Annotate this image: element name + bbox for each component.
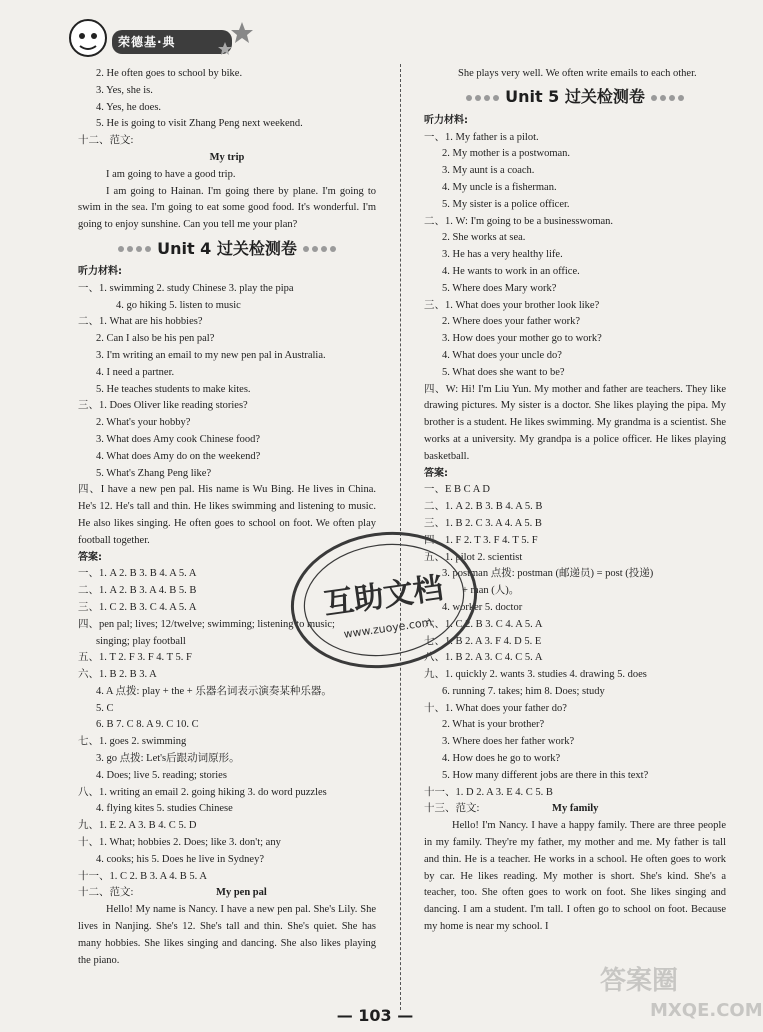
unit5-listening-label: 听力材料: <box>424 114 468 126</box>
listening-line: 4. go hiking 5. listen to music <box>116 299 241 311</box>
unit4-answers-label: 答案: <box>78 551 102 563</box>
essay3-text: Hello! I'm Nancy. I have a happy family. There are three people in my family. They're my father, my mother and me. My father is tall and thin. He is a teacher. He works in a school. He often goes to work by car. He likes reading. My mother is short. She's kind. She's a teacher, too. She often goes to work on foot. She likes singing and dancing. I am a student. I'm tall. I often go to school on foot. Because my home is near my school. I <box>424 820 726 933</box>
listening-line: 三、1. What does your brother look like? <box>424 299 600 311</box>
listening-line: 三、1. Does Oliver like reading stories? <box>78 400 248 412</box>
answer-line: 五、1. T 2. F 3. F 4. T 5. F <box>78 652 192 664</box>
watermark-stamp-url: www.zuoye.com <box>342 615 434 641</box>
answer-line: 6. running 7. takes; him 8. Does; study <box>442 685 605 697</box>
watermark-stamp <box>284 520 484 680</box>
answer-line: 五、1. pilot 2. scientist <box>424 551 523 563</box>
answer-line: 十一、1. C 2. B 3. A 4. B 5. A <box>78 870 207 882</box>
listening-line: 3. What does Amy cook Chinese food? <box>96 433 260 445</box>
listening-line: 4. What does Amy do on the weekend? <box>96 450 261 462</box>
heading-dots-right <box>303 246 336 252</box>
left-top-lines <box>78 66 376 133</box>
answer-line: 2. He often goes to school by bike. <box>96 68 243 79</box>
answer-line: 三、1. B 2. C 3. A 4. A 5. B <box>424 517 542 529</box>
watermark-corner-url: MXQE.COM <box>650 1000 763 1021</box>
answer-line: 3. postman 点拨: postman (邮递员) = post (投递) <box>442 568 654 580</box>
listening-line: 2. Can I also be his pen pal? <box>96 333 215 345</box>
answer-line: 5. C <box>96 702 114 714</box>
answer-line: 5. He is going to visit Zhang Peng next weekend. <box>96 118 303 130</box>
answer-line: 2. What is your brother? <box>442 719 545 731</box>
answer-line: 四、1. F 2. T 3. F 4. T 5. F <box>424 534 538 546</box>
listening-line: 4. He wants to work in an office. <box>442 265 580 277</box>
listening-line: 3. My aunt is a coach. <box>442 165 535 177</box>
answer-line: 一、E B C A D <box>424 484 490 496</box>
listening-line: 3. How does your mother go to work? <box>442 333 602 345</box>
listening-line: 3. He has a very healthy life. <box>442 249 563 261</box>
listening-line: 二、1. W: I'm going to be a businesswoman. <box>424 215 614 227</box>
essay1-title: My trip <box>209 151 245 163</box>
answer-line: 4. worker 5. doctor <box>442 601 523 613</box>
listening-line: 二、1. What are his hobbies? <box>78 316 203 328</box>
listening-line: 5. What's Zhang Peng like? <box>96 467 212 479</box>
brand-title: 荣德基·典 <box>118 35 176 49</box>
answer-line: 3. Where does her father work? <box>442 736 575 748</box>
essay1-paragraph-2: I am going to Hainan. I'm going there by plane. I'm going to swim in the sea. I'm going to eat some good food. It's wonderful. I'm going to enjoy sunshine. Can you tell me your plan? <box>78 185 376 231</box>
essay1-label: 十二、范文: <box>78 135 134 147</box>
essay3-label: 十三、范文: <box>424 803 480 815</box>
listening-line: 2. She works at sea. <box>442 232 526 244</box>
left-column <box>78 66 376 969</box>
right-top-line: She plays very well. We often write emails to each other. <box>458 68 697 79</box>
answer-line: 七、1. B 2. A 3. F 4. D 5. E <box>424 635 542 647</box>
answer-line: 3. Yes, she is. <box>96 84 153 96</box>
unit5-passage: 四、W: Hi! I'm Liu Yun. My mother and father are teachers. They like drawing pictures. My sister is a doctor. She likes playing the pipa. My brother is a student. He likes swimming. My grandma is a scientist. She works at a university. My grandpa is a police officer. He likes playing basketball. <box>424 383 726 462</box>
answer-line: 八、1. writing an email 2. going hiking 3. do word puzzles <box>78 786 327 798</box>
answer-line: 4. Yes, he does. <box>96 101 162 113</box>
answer-line: + man (人)。 <box>462 585 520 597</box>
answer-line: 十一、1. D 2. A 3. E 4. C 5. B <box>424 786 553 798</box>
listening-line: 5. Where does Mary work? <box>442 282 557 294</box>
answer-line: 4. flying kites 5. studies Chinese <box>96 803 233 815</box>
answer-line: 七、1. goes 2. swimming <box>78 736 187 748</box>
listening-line: 4. What does your uncle do? <box>442 349 562 361</box>
answer-line: 4. cooks; his 5. Does he live in Sydney? <box>96 853 264 865</box>
heading-dots-left <box>466 95 499 101</box>
heading-dots-right <box>651 95 684 101</box>
answer-line: 六、1. B 2. B 3. A <box>78 669 157 681</box>
listening-line: 5. My sister is a police officer. <box>442 198 570 210</box>
answer-line: singing; play football <box>96 635 186 647</box>
answer-line: 四、pen pal; lives; 12/twelve; swimming; listening to music; <box>78 618 335 630</box>
heading-dots-left <box>118 246 151 252</box>
essay3-title: My family <box>552 803 599 815</box>
unit5-listening-lines <box>424 130 726 382</box>
essay2-header <box>78 885 376 902</box>
unit4-passage: 四、I have a new pen pal. His name is Wu Bing. He lives in China. He's 12. He's tall and thin. He likes swimming and listening to music. He also likes singing. He often goes to school on foot. We often play football together. <box>78 484 376 546</box>
unit4-listening-lines <box>78 281 376 483</box>
right-column <box>424 66 726 936</box>
unit5-answers-label: 答案: <box>424 467 448 479</box>
answer-line: 三、1. C 2. B 3. C 4. A 5. A <box>78 601 197 613</box>
answer-line: 6. B 7. C 8. A 9. C 10. C <box>96 719 199 731</box>
listening-line: 4. My uncle is a fisherman. <box>442 181 557 193</box>
unit4-listening-label: 听力材料: <box>78 265 122 277</box>
unit4-title: Unit 4 过关检测卷 <box>157 238 297 258</box>
answer-line: 二、1. A 2. B 3. B 4. A 5. B <box>424 501 543 513</box>
essay3-header <box>424 801 726 818</box>
listening-line: 2. My mother is a postwoman. <box>442 148 571 160</box>
watermark-stamp-text: 互助文档 <box>321 570 446 623</box>
answer-line: 4. Does; live 5. reading; stories <box>96 769 227 781</box>
unit5-title: Unit 5 过关检测卷 <box>505 87 645 107</box>
listening-line: 5. He teaches students to make kites. <box>96 383 251 395</box>
listening-line: 4. I need a partner. <box>96 366 175 378</box>
answer-line: 二、1. A 2. B 3. A 4. B 5. B <box>78 585 197 597</box>
unit4-heading <box>78 236 376 262</box>
listening-line: 一、1. My father is a pilot. <box>424 131 539 143</box>
watermark-corner-text: 答案圈 <box>600 966 679 996</box>
answer-line: 八、1. B 2. A 3. C 4. C 5. A <box>424 652 543 664</box>
listening-line: 一、1. swimming 2. study Chinese 3. play the pipa <box>78 282 294 294</box>
answer-line: 九、1. E 2. A 3. B 4. C 5. D <box>78 820 197 832</box>
unit5-heading <box>424 85 726 111</box>
listening-line: 3. I'm writing an email to my new pen pal in Australia. <box>96 349 326 361</box>
answer-line: 十、1. What does your father do? <box>424 702 567 714</box>
answer-line: 4. How does he go to work? <box>442 753 561 765</box>
essay1-paragraph-1: I am going to have a good trip. <box>106 168 236 180</box>
listening-line: 5. What does she want to be? <box>442 366 565 378</box>
listening-line: 2. What's your hobby? <box>96 417 191 429</box>
essay2-title: My pen pal <box>216 887 267 899</box>
essay2-label: 十二、范文: <box>78 887 134 899</box>
answer-line: 一、1. A 2. B 3. B 4. A 5. A <box>78 568 197 580</box>
answer-line: 十、1. What; hobbies 2. Does; like 3. don't; any <box>78 837 281 849</box>
answer-line: 4. A 点拨: play + the + 乐器名词表示演奏某种乐器。 <box>96 685 332 697</box>
essay2-text: Hello! My name is Nancy. I have a new pen pal. She's Lily. She lives in Nanjing. She's 12. She's tall and thin. She's quiet. She has many hobbies. She likes singing and dancing. She also likes playing the piano. <box>78 904 376 966</box>
answer-line: 5. How many different jobs are there in this text? <box>442 769 649 781</box>
answer-line: 九、1. quickly 2. wants 3. studies 4. drawing 5. does <box>424 669 647 681</box>
listening-line: 2. Where does your father work? <box>442 316 581 328</box>
answer-line: 3. go 点拨: Let's后跟动词原形。 <box>96 753 240 765</box>
page-number: — 103 — <box>336 1006 414 1025</box>
answer-line: 六、1. C 2. B 3. C 4. A 5. A <box>424 618 543 630</box>
